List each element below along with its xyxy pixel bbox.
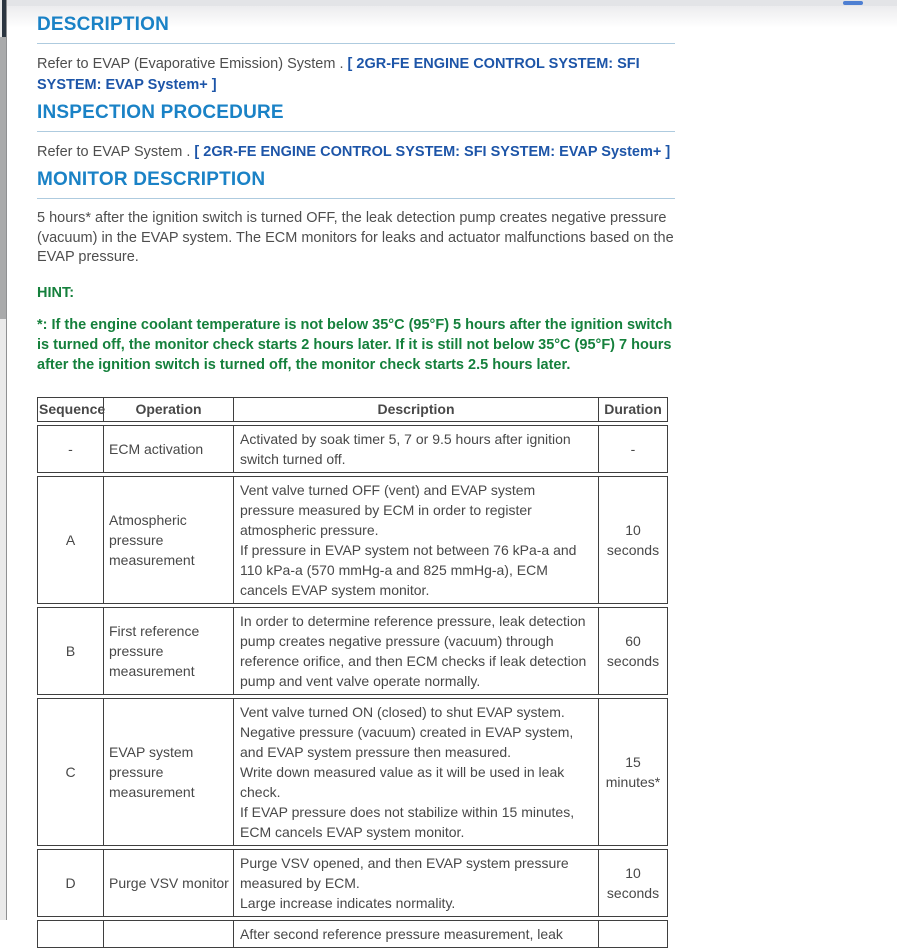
cell-operation: Atmospheric pressure measurement [103, 476, 233, 604]
description-line: Large increase indicates normality. [240, 894, 456, 911]
inspection-text: Refer to EVAP System . [37, 144, 195, 160]
table-header-operation: Operation [103, 397, 233, 422]
cell-description [233, 698, 598, 846]
left-strip-dark-segment [2, 0, 6, 37]
cell-duration: 60 seconds [598, 607, 668, 695]
cell-operation: Purge VSV monitor [103, 849, 233, 917]
inspection-reference-link[interactable]: [ 2GR-FE ENGINE CONTROL SYSTEM: SFI SYSTEM: EVAP System+ ] [194, 144, 671, 160]
cell-description [233, 425, 598, 473]
table-header-description: Description [233, 397, 598, 422]
table-row [37, 849, 668, 917]
description-line: In order to determine reference pressure, leak detection pump creates negative pressure (vacuum) through reference orifice, and then ECM checks if leak detection pump and vent valve operate normally. [240, 612, 587, 689]
description-line: If pressure in EVAP system not between 76 kPa-a and 110 kPa-a (570 mmHg-a and 825 mmHg-a), ECM cancels EVAP system monitor. [240, 541, 577, 598]
table-header-duration: Duration [598, 397, 668, 422]
vertical-scrollbar-thumb[interactable] [0, 37, 6, 319]
cell-operation: ECM activation [103, 425, 233, 473]
table-row [37, 476, 668, 604]
cell-duration: 15 minutes* [598, 698, 668, 846]
description-reference-link[interactable]: [ 2GR-FE ENGINE CONTROL SYSTEM: SFI SYSTEM: EVAP System+ ] [37, 56, 640, 93]
monitor-table-body [37, 425, 668, 948]
cell-duration: 10 seconds [598, 849, 668, 917]
left-panel-edge [0, 0, 7, 920]
table-row [37, 607, 668, 695]
cell-sequence: D [37, 849, 103, 917]
cell-description [233, 920, 598, 948]
description-line: After second reference pressure measurement, leak [240, 925, 563, 942]
cell-description [233, 476, 598, 604]
hint-text: *: If the engine coolant temperature is not below 35°C (95°F) 5 hours after the ignition switch is turned off, the monitor check starts 2 hours later. If it is still not below 35°C (95°F) 7 hours after the ignition switch is turned off, the monitor check starts 2.5 hours later. [37, 316, 673, 373]
horizontal-scrollbar[interactable] [0, 0, 897, 6]
cell-duration [598, 920, 668, 948]
description-text: Refer to EVAP (Evaporative Emission) System . [37, 56, 348, 72]
monitor-sequence-table [37, 394, 668, 951]
cell-sequence: B [37, 607, 103, 695]
description-line: Purge VSV opened, and then EVAP system pressure measured by ECM. [240, 854, 569, 891]
cell-description [233, 849, 598, 917]
description-paragraph [37, 54, 675, 96]
section-title-description: DESCRIPTION [37, 8, 675, 44]
description-line: Negative pressure (vacuum) created in EVAP system, and EVAP system pressure then measured. [240, 723, 574, 760]
table-header-sequence: Sequence [37, 397, 103, 422]
table-row [37, 425, 668, 473]
table-header-row [37, 397, 668, 422]
cell-sequence: - [37, 425, 103, 473]
monitor-paragraph: 5 hours* after the ignition switch is turned OFF, the leak detection pump creates negative pressure (vacuum) in the EVAP system. The ECM monitors for leaks and actuator malfunctions based on the EVAP pressure. [37, 210, 674, 265]
cell-sequence: C [37, 698, 103, 846]
description-line: Vent valve turned ON (closed) to shut EVAP system. [240, 703, 565, 720]
hint-label: HINT: [37, 284, 75, 301]
horizontal-scrollbar-thumb[interactable] [843, 1, 863, 5]
cell-duration: 10 seconds [598, 476, 668, 604]
document-content [37, 8, 675, 951]
section-title-inspection-procedure: INSPECTION PROCEDURE [37, 96, 675, 132]
cell-duration: - [598, 425, 668, 473]
cell-operation [103, 920, 233, 948]
cell-operation: EVAP system pressure measurement [103, 698, 233, 846]
cell-operation: First reference pressure measurement [103, 607, 233, 695]
cell-sequence: A [37, 476, 103, 604]
inspection-paragraph [37, 142, 675, 163]
cell-sequence [37, 920, 103, 948]
description-line: Vent valve turned OFF (vent) and EVAP system pressure measured by ECM in order to register atmospheric pressure. [240, 481, 536, 538]
table-row [37, 698, 668, 846]
description-line: If EVAP pressure does not stabilize within 15 minutes, ECM cancels EVAP system monitor. [240, 803, 575, 840]
section-title-monitor-description: MONITOR DESCRIPTION [37, 163, 675, 199]
description-line: Activated by soak timer 5, 7 or 9.5 hours after ignition switch turned off. [240, 430, 571, 467]
description-line: Write down measured value as it will be used in leak check. [240, 763, 565, 800]
table-row [37, 920, 668, 948]
cell-description [233, 607, 598, 695]
